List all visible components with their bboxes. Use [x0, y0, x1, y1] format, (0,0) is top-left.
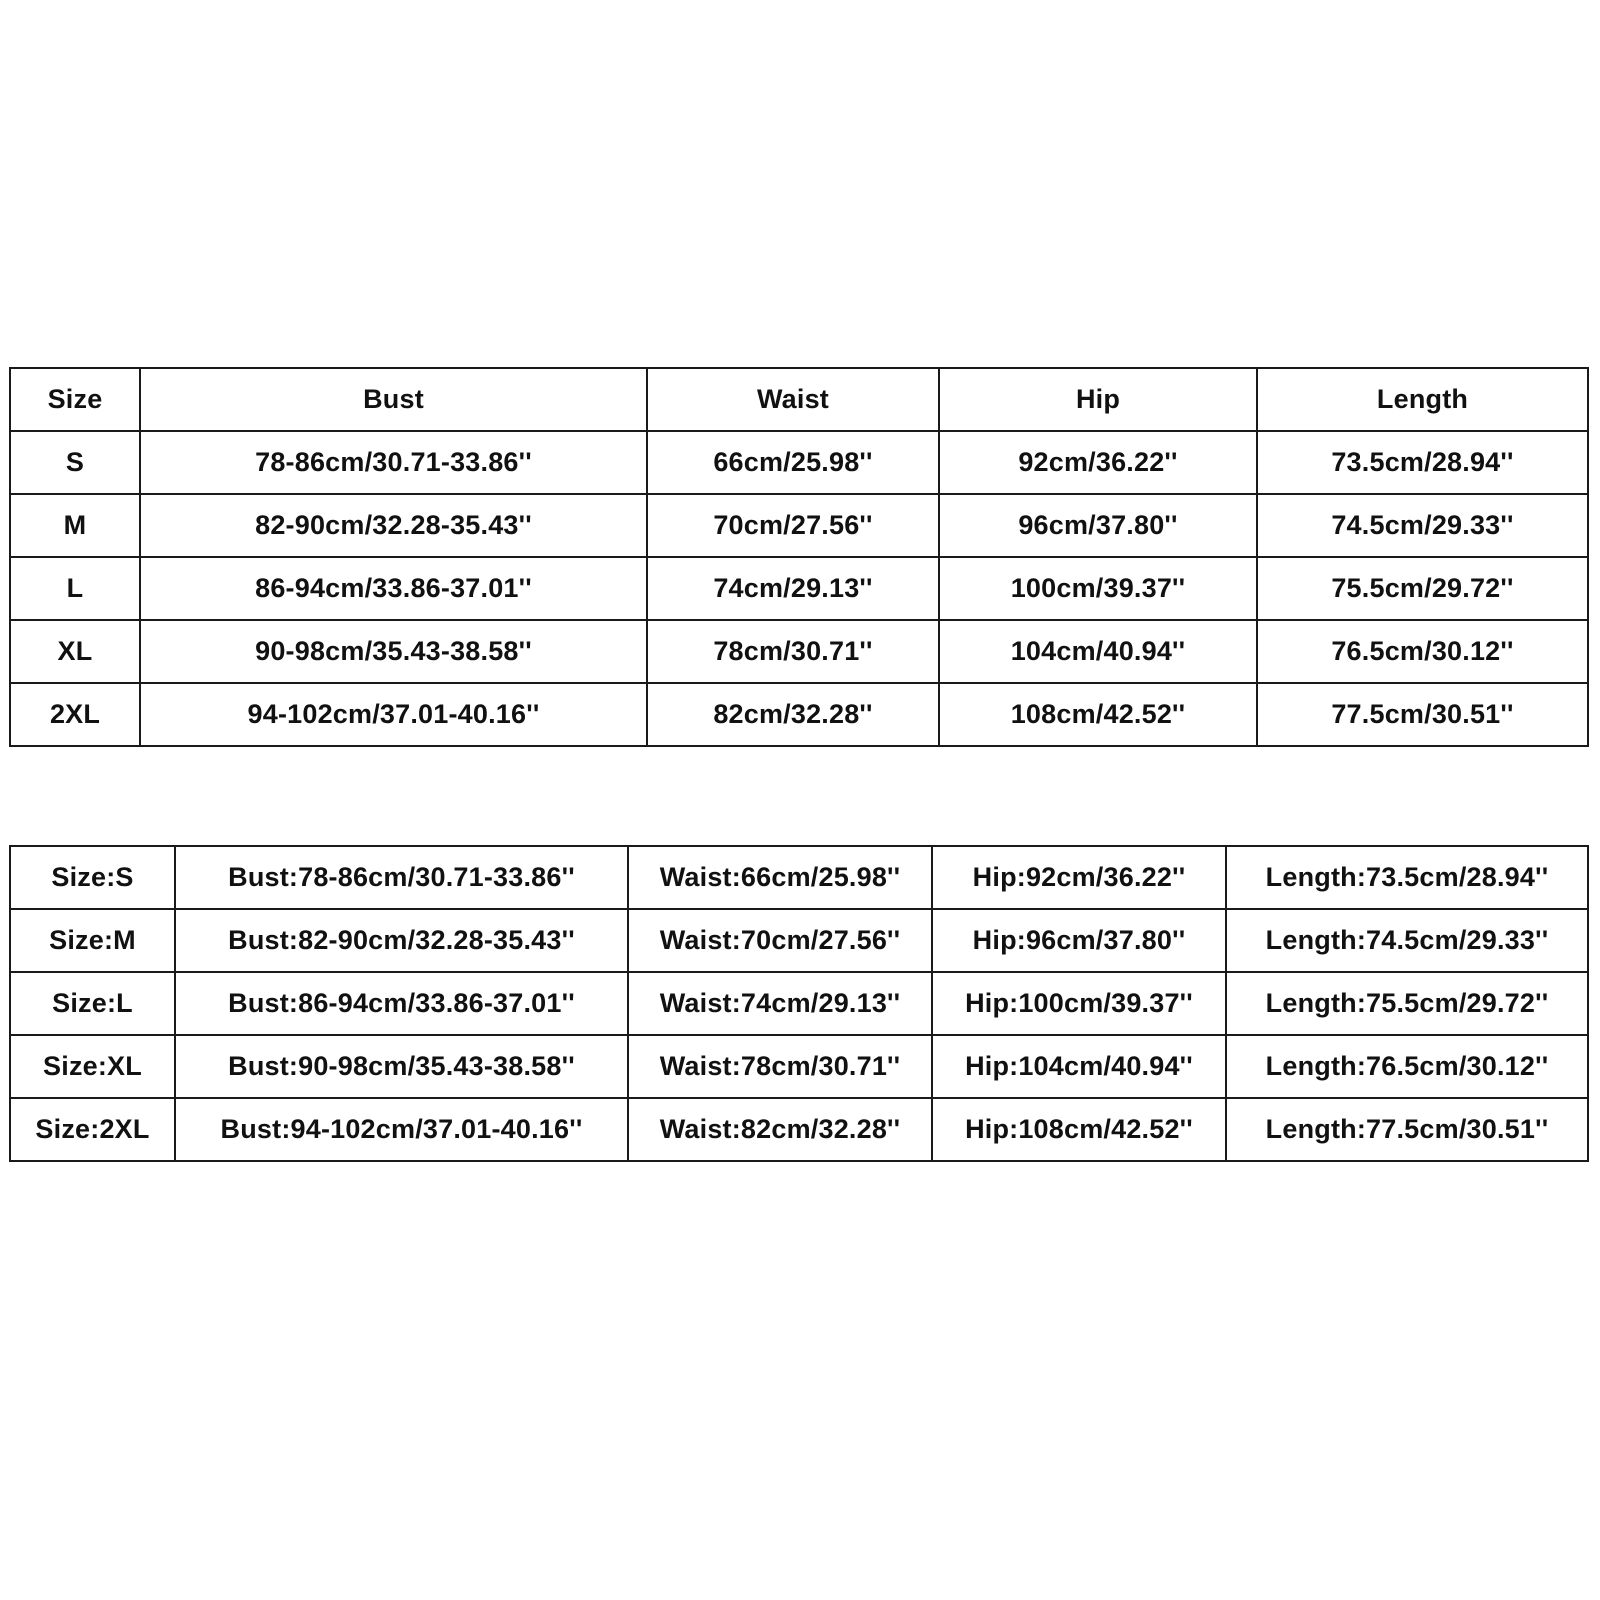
- cell-size: 2XL: [10, 683, 140, 746]
- header-hip: Hip: [939, 368, 1257, 431]
- cell-size: Size:2XL: [10, 1098, 175, 1161]
- cell-hip: Hip:96cm/37.80'': [932, 909, 1226, 972]
- table-row: [10, 1098, 1588, 1161]
- cell-length: 73.5cm/28.94'': [1257, 431, 1588, 494]
- table-row: [10, 494, 1588, 557]
- cell-bust: Bust:86-94cm/33.86-37.01'': [175, 972, 628, 1035]
- cell-waist: Waist:78cm/30.71'': [628, 1035, 932, 1098]
- cell-hip: Hip:108cm/42.52'': [932, 1098, 1226, 1161]
- cell-size: M: [10, 494, 140, 557]
- cell-bust: Bust:82-90cm/32.28-35.43'': [175, 909, 628, 972]
- cell-size: L: [10, 557, 140, 620]
- table-row: [10, 972, 1588, 1035]
- cell-length: Length:76.5cm/30.12'': [1226, 1035, 1588, 1098]
- cell-waist: Waist:74cm/29.13'': [628, 972, 932, 1035]
- table-row: [10, 909, 1588, 972]
- cell-waist: 70cm/27.56'': [647, 494, 939, 557]
- cell-hip: Hip:104cm/40.94'': [932, 1035, 1226, 1098]
- cell-length: 75.5cm/29.72'': [1257, 557, 1588, 620]
- cell-bust: 94-102cm/37.01-40.16'': [140, 683, 647, 746]
- cell-waist: 82cm/32.28'': [647, 683, 939, 746]
- table-row: [10, 1035, 1588, 1098]
- cell-waist: Waist:66cm/25.98'': [628, 846, 932, 909]
- cell-bust: Bust:94-102cm/37.01-40.16'': [175, 1098, 628, 1161]
- table-header-row: [10, 368, 1588, 431]
- cell-length: 76.5cm/30.12'': [1257, 620, 1588, 683]
- cell-size: Size:S: [10, 846, 175, 909]
- cell-size: S: [10, 431, 140, 494]
- cell-bust: 90-98cm/35.43-38.58'': [140, 620, 647, 683]
- cell-bust: 82-90cm/32.28-35.43'': [140, 494, 647, 557]
- cell-bust: Bust:90-98cm/35.43-38.58'': [175, 1035, 628, 1098]
- cell-hip: Hip:100cm/39.37'': [932, 972, 1226, 1035]
- cell-size: Size:M: [10, 909, 175, 972]
- cell-bust: 78-86cm/30.71-33.86'': [140, 431, 647, 494]
- cell-hip: 108cm/42.52'': [939, 683, 1257, 746]
- cell-hip: 96cm/37.80'': [939, 494, 1257, 557]
- table-row: [10, 620, 1588, 683]
- cell-bust: Bust:78-86cm/30.71-33.86'': [175, 846, 628, 909]
- header-waist: Waist: [647, 368, 939, 431]
- cell-size: Size:L: [10, 972, 175, 1035]
- cell-waist: Waist:70cm/27.56'': [628, 909, 932, 972]
- table-row: [10, 683, 1588, 746]
- cell-hip: 92cm/36.22'': [939, 431, 1257, 494]
- cell-length: Length:74.5cm/29.33'': [1226, 909, 1588, 972]
- cell-hip: 100cm/39.37'': [939, 557, 1257, 620]
- size-chart-table-header-format: [9, 367, 1589, 747]
- cell-length: Length:75.5cm/29.72'': [1226, 972, 1588, 1035]
- size-chart-table-labeled-format: [9, 845, 1589, 1162]
- cell-hip: Hip:92cm/36.22'': [932, 846, 1226, 909]
- table-row: [10, 846, 1588, 909]
- cell-length: 77.5cm/30.51'': [1257, 683, 1588, 746]
- cell-bust: 86-94cm/33.86-37.01'': [140, 557, 647, 620]
- header-length: Length: [1257, 368, 1588, 431]
- header-size: Size: [10, 368, 140, 431]
- table-row: [10, 431, 1588, 494]
- header-bust: Bust: [140, 368, 647, 431]
- cell-waist: 74cm/29.13'': [647, 557, 939, 620]
- cell-hip: 104cm/40.94'': [939, 620, 1257, 683]
- cell-length: Length:73.5cm/28.94'': [1226, 846, 1588, 909]
- cell-waist: Waist:82cm/32.28'': [628, 1098, 932, 1161]
- cell-size: Size:XL: [10, 1035, 175, 1098]
- cell-length: 74.5cm/29.33'': [1257, 494, 1588, 557]
- cell-size: XL: [10, 620, 140, 683]
- cell-length: Length:77.5cm/30.51'': [1226, 1098, 1588, 1161]
- cell-waist: 78cm/30.71'': [647, 620, 939, 683]
- cell-waist: 66cm/25.98'': [647, 431, 939, 494]
- table-row: [10, 557, 1588, 620]
